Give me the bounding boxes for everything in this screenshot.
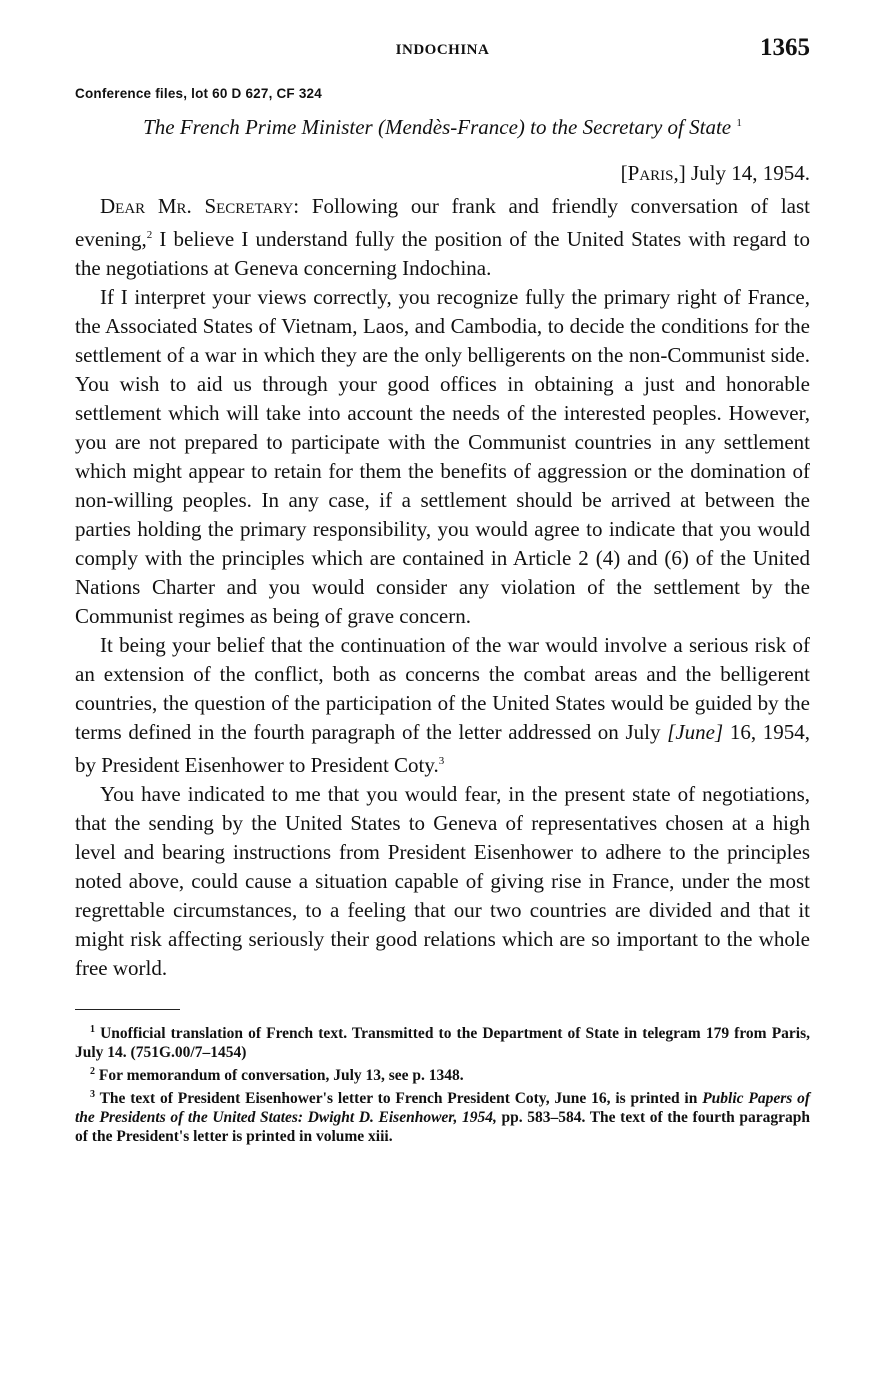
footnote-3 [75,1085,810,1146]
dateline-date: July 14, 1954. [690,161,810,185]
paragraph-2: If I interpret your views correctly, you recognize fully the primary right of France, the Associated States of Vietnam, Laos, and Cambodia, to decide the conditions for the settlement of a war in which they are the only belligerents on the non-Communist side. You wish to aid us through your good offices in obtaining a just and honorable settlement which will take into account the needs of the interested peoples. However, you are not prepared to participate with the Communist countries in any settlement which might appear to retain for them the benefits of aggression or the domination of non-willing peoples. In any case, if a settlement should be arrived at between the parties holding the primary responsibility, you would agree to indicate that you would comply with the principles which are contained in Article 2 (4) and (6) of the United Nations Charter and you would consider any violation of the settlement by the Communist regimes as being of grave concern. [75,285,810,628]
paragraph-1-text-a: Following our frank and friendly conversation of last evening, [75,194,811,251]
footnote-3-text-b: pp. 583–584. The text of the fourth paragraph of the President's letter is printed in volume xiii. [75,1109,810,1146]
footnote-2-text: For memorandum of conversation, July 13, see p. 1348. [98,1067,464,1085]
letter-body [75,192,810,983]
footnote-1-text: Unofficial translation of French text. Transmitted to the Department of State in telegram 179 from Paris, July 14. (751G.00/7–1454) [75,1025,811,1062]
footnote-3-text-a: The text of President Eisenhower's letter to French President Coty, June 16, is printed in [99,1090,698,1108]
document-title-text: The French Prime Minister (Mendès-France) to the Secretary of State [143,115,732,139]
source-note: Conference files, lot 60 D 627, CF 324 [75,86,322,101]
footnote-divider [75,1009,180,1010]
paragraph-3-text-a: It being your belief that the continuation of the war would involve a serious risk of an extension of the conflict, both as concerns the combat areas and the belligerent countries, the question of the participation of the United States would be guided by the terms defined in the fourth paragraph of the letter addressed on July [75,633,810,744]
footnotes [75,1020,810,1146]
paragraph-4: You have indicated to me that you would fear, in the present state of negotiations, that the sending by the United States to Geneva of representatives chosen at a high level and bearing instructions from President Eisenhower to adhere to the principles noted above, could cause a situation capable of giving rise in France, under the most regrettable circumstances, to a feeling that our two countries are divided and that it might risk affecting seriously their good relations which are so important to the whole free world. [75,782,810,980]
document-title [75,109,810,141]
paragraph-3-text-b: 16, 1954, by President Eisenhower to President Coty. [75,720,811,777]
dateline [75,161,810,186]
footnote-3-number: 3 [90,1089,95,1101]
document-page [75,34,810,1146]
footnote-ref-2: 2 [146,229,153,241]
page-header [75,34,810,70]
paragraph-1-text-b: I believe I understand fully the position of the United States with regard to the negotiations at Geneva concerning Indochina. [75,227,811,280]
dateline-place: [Paris,] [620,161,686,185]
footnote-2-number: 2 [90,1066,95,1078]
salutation: Dear Mr. Secretary: [100,194,300,218]
footnote-ref-3: 3 [438,755,445,767]
footnote-1 [75,1020,810,1062]
footnote-2 [75,1062,810,1085]
paragraph-3-bracket: [June] [667,720,724,744]
footnote-ref-1: 1 [736,117,742,129]
paragraph-1 [75,192,810,283]
running-head: INDOCHINA [395,42,490,58]
paragraph-3 [75,631,810,780]
page-number: 1365 [760,34,810,61]
footnote-3-publication-title: Public Papers of the Presidents of the United States: Dwight D. Eisenhower, 1954, [75,1090,811,1127]
footnote-1-number: 1 [90,1024,95,1035]
